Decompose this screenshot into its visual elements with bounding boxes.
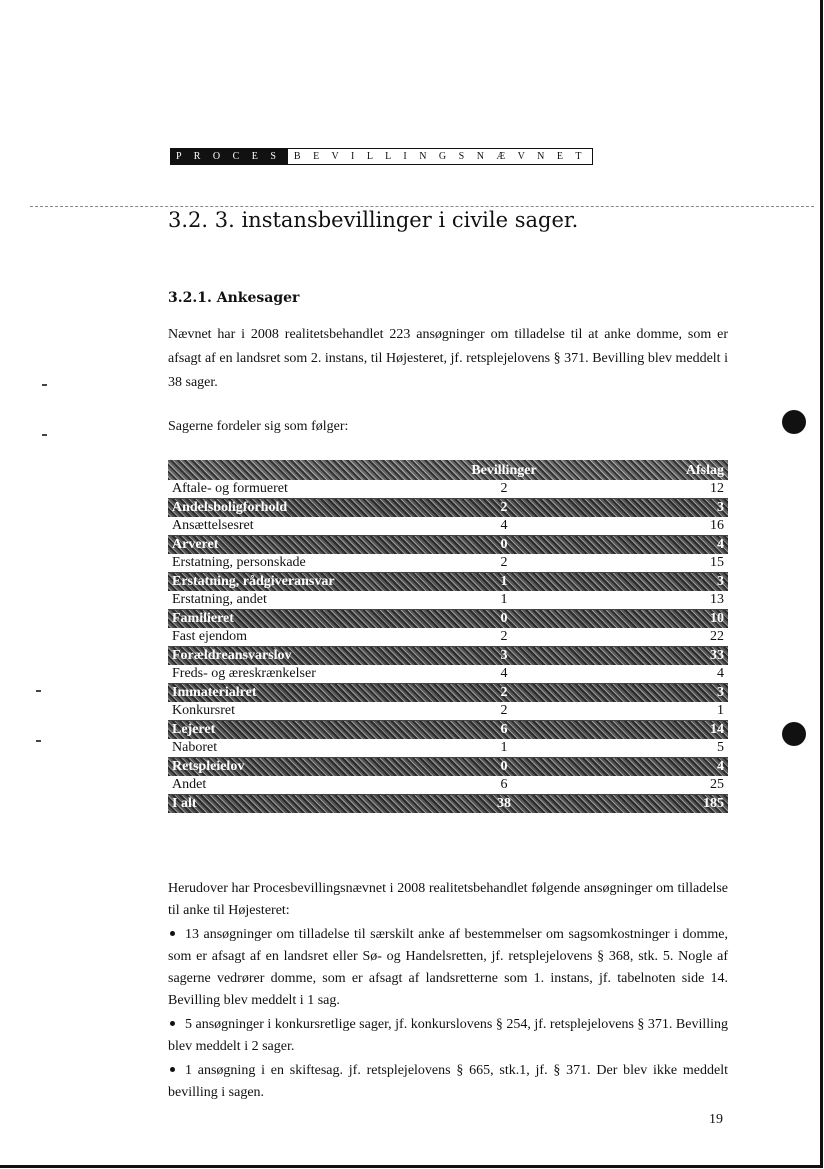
row-label: Ansættelsesret [172,518,254,533]
row-afslag: 12 [710,481,724,496]
row-label: Andet [172,777,207,792]
bullet-icon [170,931,175,936]
table-row [168,628,728,647]
table-row [168,647,728,665]
row-label: Lejeret [172,722,216,737]
row-afslag: 3 [717,685,724,700]
row-afslag: 22 [710,629,724,644]
bullet-icon [170,1021,175,1026]
row-bevillinger: 4 [500,666,508,681]
table-row [168,776,728,795]
row-bevillinger: 2 [500,555,508,570]
page-number: 19 [709,1112,723,1127]
row-bevillinger: 0 [500,537,508,552]
row-bevillinger: 6 [500,722,508,737]
row-bevillinger: 2 [500,685,508,700]
row-afslag: 10 [710,611,724,626]
bullet-text: 1 ansøgning i en skiftesag. jf. retsplejelovens § 665, stk.1, jf. § 371. Der blev ikke meddelt bevilling i sagen. [168,1063,728,1100]
table-row [168,610,728,628]
table-row [168,702,728,721]
table-row [168,665,728,684]
bullet-text: 13 ansøgninger om tilladelse til særskilt anke af bestemmelser om sagsomkostninger i domme, som er afsagt af en landsret eller Sø- og Handelsretten, jf. retsplejelovens § 368, stk. 5. Nogle af sagerne vedrører domme, som er afsagt af landsretterne som 1. instans, jf. tabelnoten side 14. Bevilling blev meddelt i 1 sag. [168,927,728,1008]
row-label: Erstatning, andet [172,592,267,607]
row-bevillinger: 2 [500,703,508,718]
row-bevillinger: 3 [500,648,508,663]
row-label: Familieret [172,611,234,626]
subsection-title: 3.2.1. Ankesager [168,290,300,306]
margin-mark [36,690,41,692]
row-label: Erstatning, personskade [172,555,306,570]
table-row [168,739,728,758]
row-bevillinger: 1 [500,574,508,589]
page-header [170,148,593,165]
bullet-text: 5 ansøgninger i konkursretlige sager, jf. konkurslovens § 254, jf. retsplejelovens § 371. Bevilling blev meddelt i 2 sager. [168,1017,729,1054]
row-afslag: 5 [717,740,724,755]
table-row [168,795,728,813]
margin-mark [36,740,41,742]
row-bevillinger: 38 [497,796,511,811]
row-label: Forældreansvarslov [172,648,292,663]
table-row [168,554,728,573]
row-bevillinger: 4 [500,518,508,533]
table-body [168,480,728,813]
table-row [168,517,728,536]
header-divider [30,206,814,207]
row-label: I alt [172,796,197,811]
additional-intro: Herudover har Procesbevillingsnævnet i 2008 realitetsbehandlet følgende ansøgninger om tilladelse til anke til Højesteret: [168,881,728,918]
row-bevillinger: 1 [500,740,508,755]
row-afslag: 3 [717,500,724,515]
table-row [168,536,728,554]
row-afslag: 4 [717,537,724,552]
table-row [168,591,728,610]
row-afslag: 14 [710,722,724,737]
row-afslag: 16 [710,518,724,533]
row-bevillinger: 1 [500,592,508,607]
punch-hole-mark [782,410,806,434]
row-afslag: 25 [710,777,724,792]
row-label: Andelsboligforhold [172,500,288,515]
table-row [168,480,728,499]
table-row [168,721,728,739]
row-bevillinger: 2 [500,481,508,496]
row-bevillinger: 0 [500,611,508,626]
row-afslag: 13 [710,592,724,607]
row-label: Immaterialret [172,685,257,700]
bullet-item [168,924,728,1012]
bullet-icon [170,1067,175,1072]
additional-applications [168,878,728,1104]
bullet-item [168,1014,728,1058]
bullet-item [168,1060,728,1104]
row-label: Aftale- og formueret [172,481,288,496]
row-bevillinger: 0 [500,759,508,774]
row-afslag: 15 [710,555,724,570]
margin-mark [42,434,47,436]
table-header-bevillinger: Bevillinger [471,463,537,478]
margin-mark [42,384,47,386]
table-row [168,758,728,776]
row-afslag: 33 [710,648,724,663]
row-afslag: 1 [717,703,724,718]
section-title: 3.2. 3. instansbevillinger i civile sager. [168,208,579,232]
punch-hole-mark [782,722,806,746]
cases-table [168,460,728,813]
row-label: Retspleielov [172,759,245,774]
row-bevillinger: 2 [500,500,508,515]
row-afslag: 4 [717,759,724,774]
row-afslag: 3 [717,574,724,589]
row-label: Freds- og æreskrænkelser [172,666,316,681]
row-label: Arveret [172,537,219,552]
row-bevillinger: 6 [500,777,508,792]
row-bevillinger: 2 [500,629,508,644]
header-logo-part1: P R O C E S [170,148,287,165]
table-row [168,499,728,517]
table-row [168,684,728,702]
table-header-row [168,460,728,480]
table-header-afslag: Afslag [685,463,724,478]
row-label: Erstatning, rådgiveransvar [172,574,335,589]
paragraph-table-intro: Sagerne fordeler sig som følger: [168,419,349,434]
row-label: Konkursret [172,703,235,718]
table-row [168,573,728,591]
row-afslag: 4 [717,666,724,681]
paragraph-intro: Nævnet har i 2008 realitetsbehandlet 223 ansøgninger om tilladelse til at anke domme, som er afsagt af en landsret som 2. instans, til Højesteret, jf. retsplejelovens § 371. Bevilling blev meddelt i 38 sager. [168,327,728,390]
row-afslag: 185 [703,796,724,811]
row-label: Naboret [172,740,218,755]
header-logo-part2: B E V I L L I N G S N Æ V N E T [287,148,594,165]
row-label: Fast ejendom [172,629,248,644]
